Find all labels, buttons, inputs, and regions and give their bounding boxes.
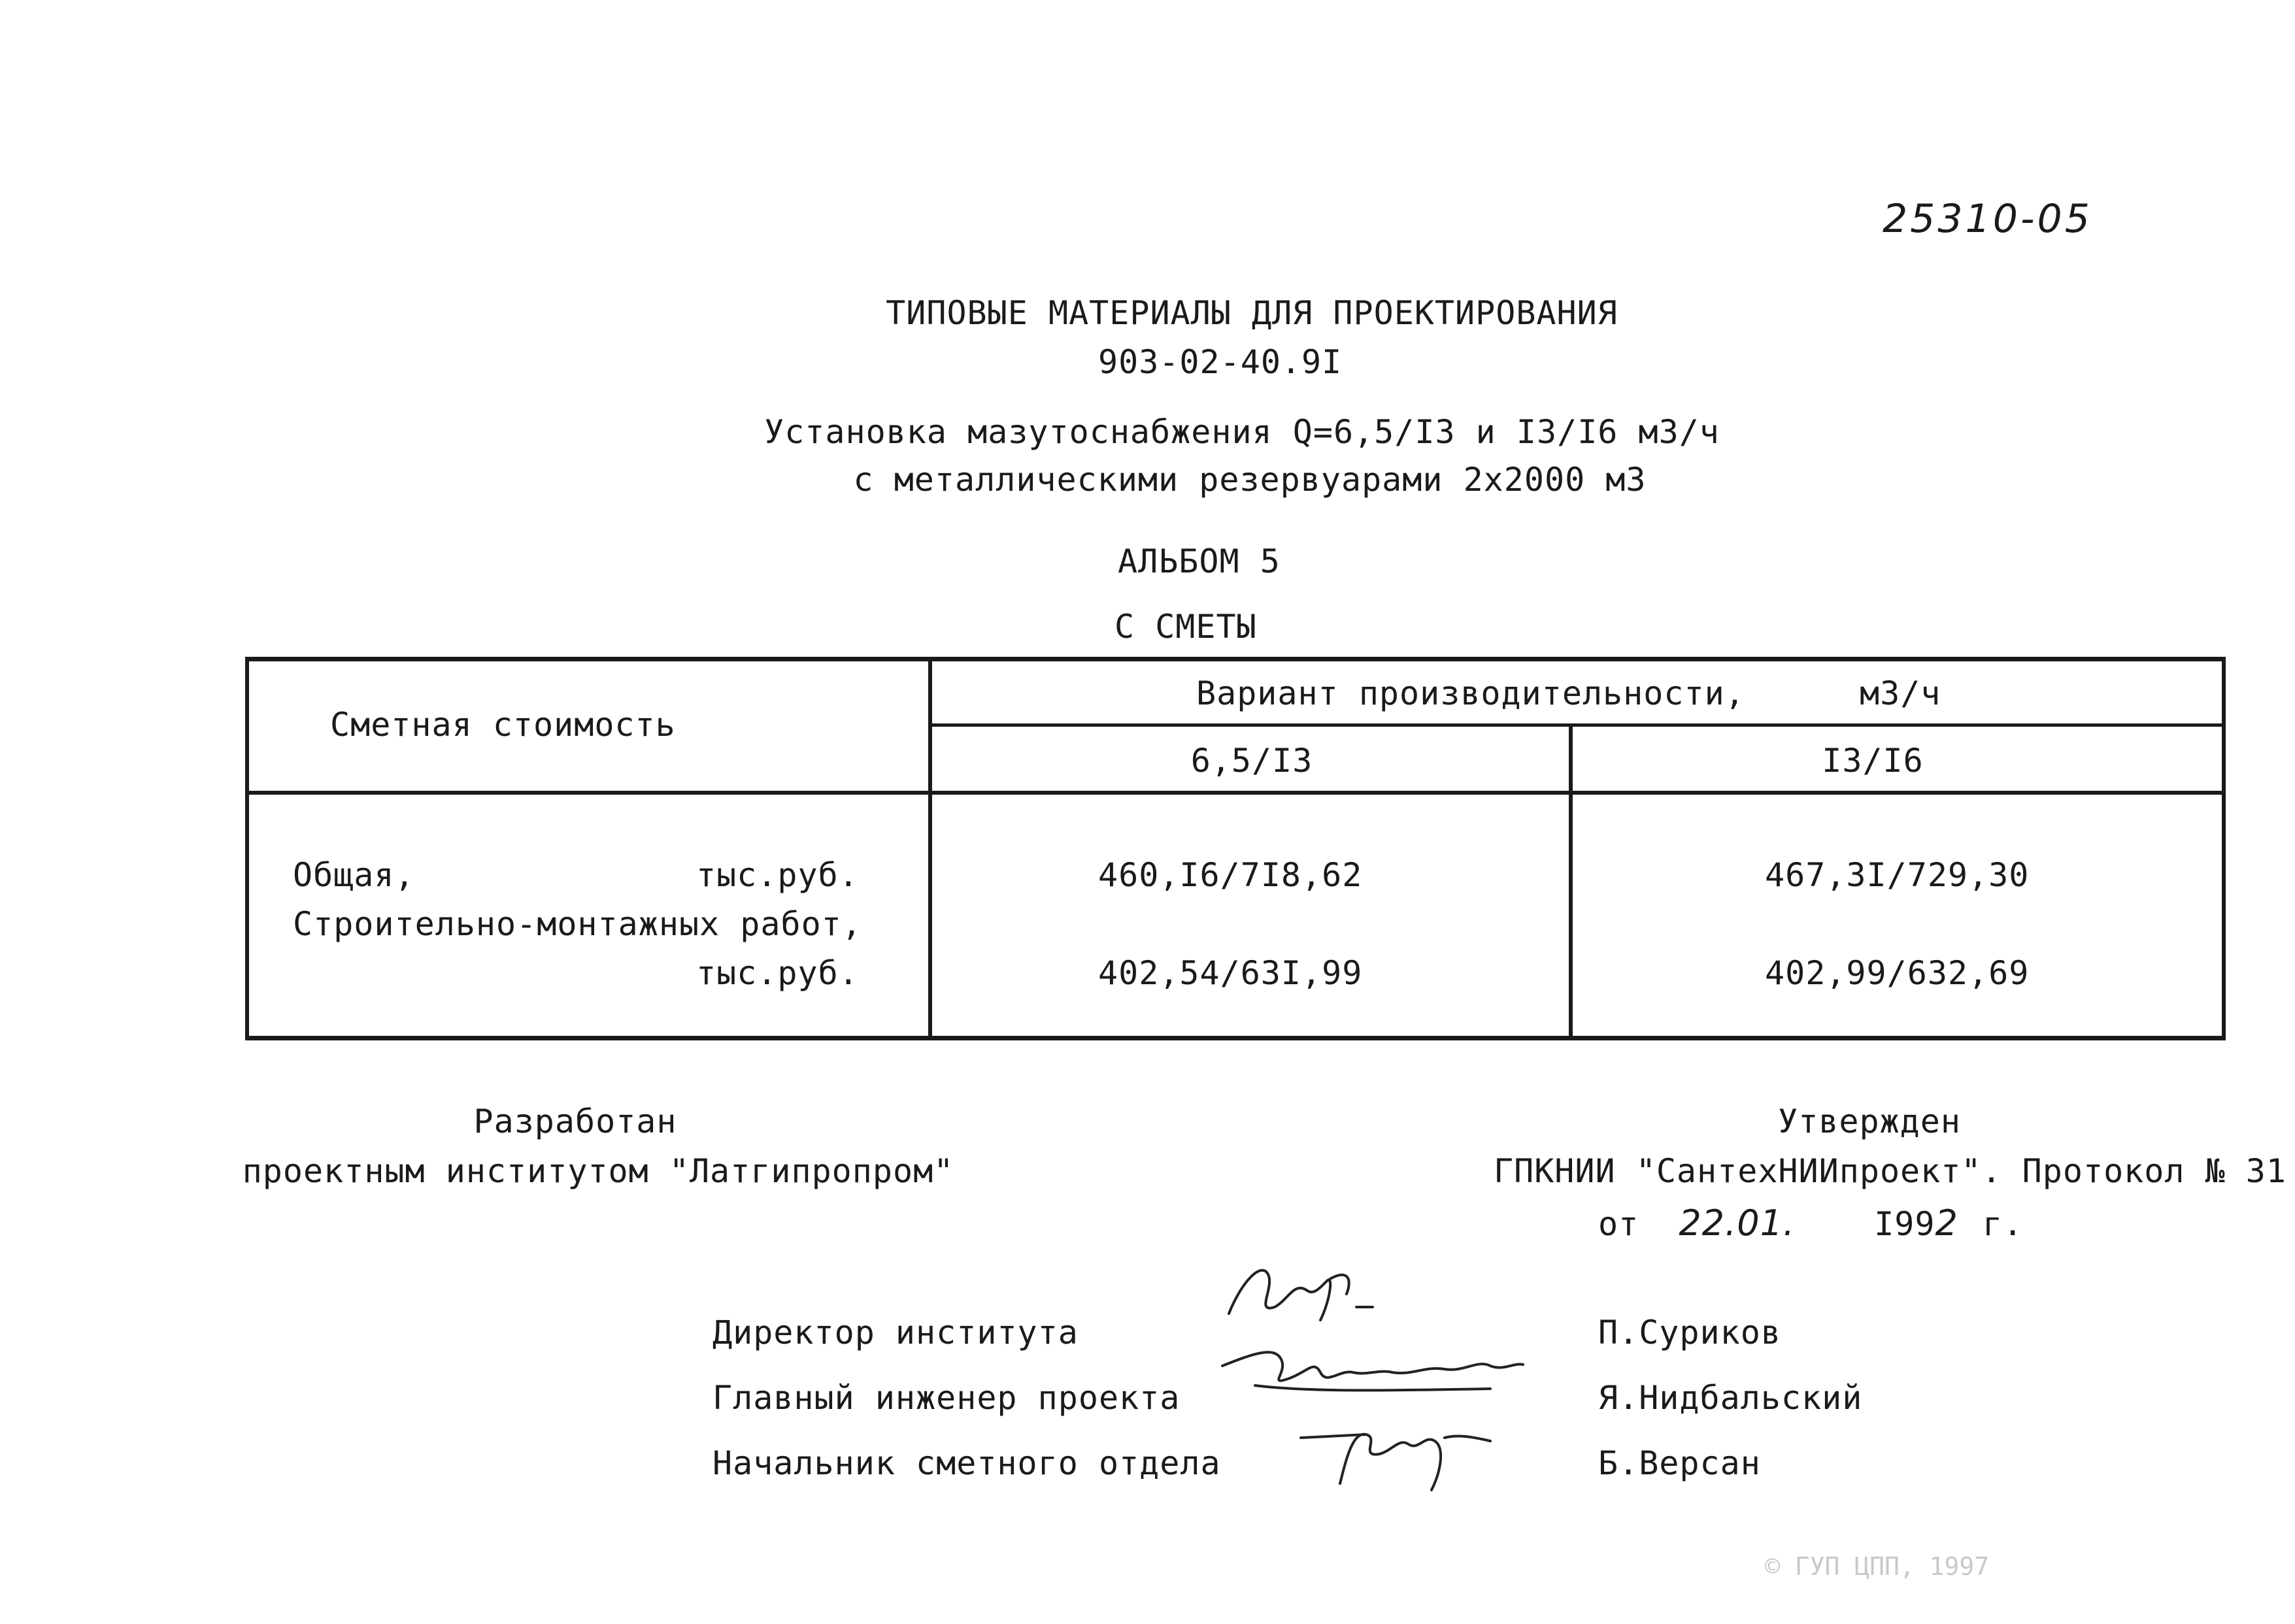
developed-by: проектным институтом "Латгипропром" xyxy=(242,1152,954,1190)
variant-1-header: 6,5/I3 xyxy=(1190,742,1313,780)
signatory-name-director: П.Суриков xyxy=(1598,1314,1781,1351)
document-title-line-2: с металлическими резервуарами 2х2000 м3 xyxy=(853,461,1647,499)
approval-date-prefix: от xyxy=(1598,1205,1639,1243)
document-heading: ТИПОВЫЕ МАТЕРИАЛЫ ДЛЯ ПРОЕКТИРОВАНИЯ xyxy=(886,294,1618,332)
approval-date-line xyxy=(1598,1202,2023,1244)
table-variant-rule xyxy=(931,723,2226,727)
table-column-divider-1 xyxy=(928,657,932,1040)
signatory-name-chief-engineer: Я.Нидбальский xyxy=(1598,1379,1863,1417)
director-signature xyxy=(1216,1255,1399,1346)
table-bottom-rule xyxy=(245,1036,2226,1040)
row-total-value-2: 467,3I/729,30 xyxy=(1765,856,2030,894)
row-construction-value-1: 402,54/63I,99 xyxy=(1098,954,1363,992)
document-number: 25310-05 xyxy=(1883,196,2092,242)
row-construction-label: Строительно-монтажных работ, xyxy=(293,905,862,943)
row-total-unit: тыс.руб. xyxy=(696,856,859,894)
table-left-border xyxy=(245,657,249,1040)
approval-year-suffix: г. xyxy=(1982,1205,2024,1243)
table-right-border xyxy=(2222,657,2226,1040)
approval-year-handwritten: 2 xyxy=(1935,1202,1958,1244)
album-title: АЛЬБОМ 5 xyxy=(1118,542,1281,580)
signatory-position-chief-engineer: Главный инженер проекта xyxy=(712,1379,1181,1417)
row-construction-value-2: 402,99/632,69 xyxy=(1765,954,2030,992)
variant-header: Вариант производительности, xyxy=(1196,674,1745,712)
approval-year-typed: I99 xyxy=(1874,1205,1935,1243)
album-subtitle: С СМЕТЫ xyxy=(1114,608,1257,646)
document-title-line-1: Установка мазутоснабжения Q=6,5/I3 и I3/I6 м3/ч xyxy=(764,413,1720,451)
signatory-name-estimate-head: Б.Версан xyxy=(1598,1444,1761,1482)
approved-title: Утвержден xyxy=(1778,1102,1961,1140)
document-code: 903-02-40.9I xyxy=(1098,343,1343,381)
chief-engineer-signature xyxy=(1216,1333,1530,1412)
signatory-position-director: Директор института xyxy=(712,1314,1079,1351)
table-top-rule xyxy=(245,657,2226,661)
table-header-rule xyxy=(245,791,2226,795)
signatory-position-estimate-head: Начальник сметного отдела xyxy=(712,1444,1221,1482)
row-construction-unit: тыс.руб. xyxy=(696,954,859,992)
table-column-divider-2 xyxy=(1569,725,1573,1040)
copyright-stamp: © ГУП ЦПП, 1997 xyxy=(1765,1552,1990,1581)
estimate-head-signature xyxy=(1294,1405,1503,1497)
variant-unit: м3/ч xyxy=(1860,674,1941,712)
approval-date-handwritten: 22.01. xyxy=(1679,1202,1796,1244)
row-total-value-1: 460,I6/7I8,62 xyxy=(1098,856,1363,894)
approved-by: ГПКНИИ "СантехНИИпроект". Протокол № 31 xyxy=(1494,1152,2287,1190)
cost-column-header: Сметная стоимость xyxy=(330,706,676,744)
row-total-label: Общая, xyxy=(293,856,415,894)
developed-title: Разработан xyxy=(473,1102,677,1140)
variant-2-header: I3/I6 xyxy=(1822,742,1924,780)
